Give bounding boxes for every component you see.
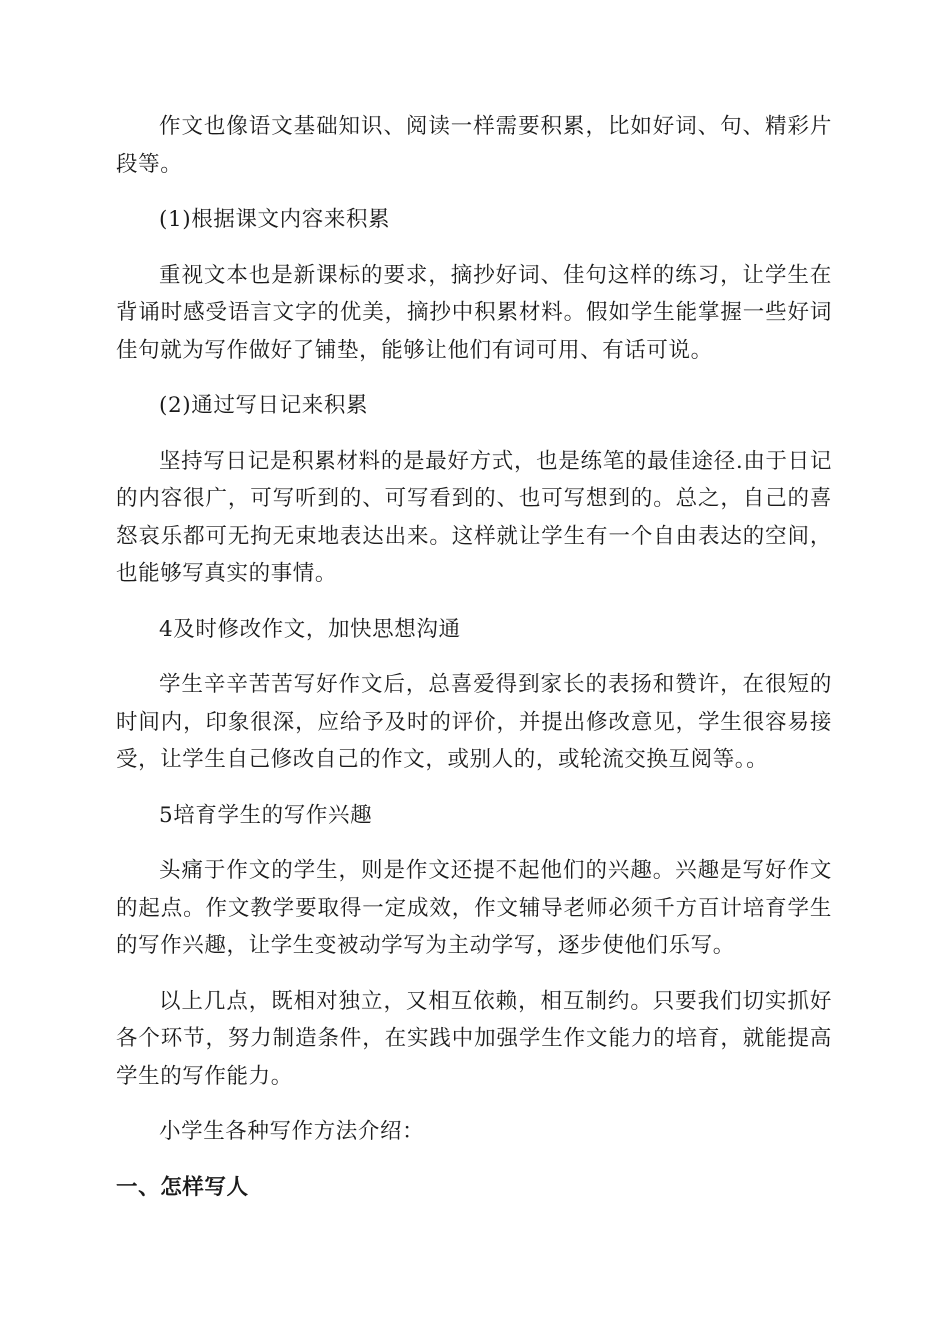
paragraph-summary: 以上几点，既相对独立，又相互依赖，相互制约。只要我们切实抓好各个环节，努力制造条件，在实践中加强学生作文能力的培育，就能提高学生的写作能力。	[116, 988, 832, 1089]
subheading-revise-essays: 4及时修改作文，加快思想沟通	[159, 616, 461, 642]
paragraph-writing-interest: 头痛于作文的学生，则是作文还提不起他们的兴趣。兴趣是写好作文的起点。作文教学要取得一定成效，作文辅导老师必须千方百计培育学生的写作兴趣，让学生变被动学写为主动学写，逐步使他们乐写。	[116, 858, 832, 958]
paragraph-diary-accumulation: 坚持写日记是积累材料的是最好方式，也是练笔的最佳途径.由于日记的内容很广，可写听到的、可写看到的、也可写想到的。总之，自己的喜怒哀乐都可无拘无束地表达出来。这样就让学生有一个自由表达的空间，也能够写真实的事情。	[116, 448, 832, 586]
section-heading-writing-people: 一、怎样写人	[116, 1174, 249, 1200]
paragraph-revise-essays: 学生辛辛苦苦写好作文后，总喜爱得到家长的表扬和赞许，在很短的时间内，印象很深，应给予及时的评价，并提出修改意见，学生很容易接受，让学生自己修改自己的作文，或别人的，或轮流交换互阅等。。	[116, 672, 832, 772]
document-body	[116, 108, 832, 1206]
subheading-textbook-accumulation: (1)根据课文内容来积累	[159, 207, 391, 232]
paragraph-methods-intro: 小学生各种写作方法介绍：	[159, 1119, 425, 1144]
paragraph-accumulation-intro: 作文也像语文基础知识、阅读一样需要积累，比如好词、句、精彩片段等。	[116, 114, 832, 177]
subheading-writing-interest: 5培育学生的写作兴趣	[159, 802, 373, 828]
subheading-diary-accumulation: (2)通过写日记来积累	[159, 393, 369, 418]
paragraph-textbook-accumulation: 重视文本也是新课标的要求，摘抄好词、佳句这样的练习，让学生在背诵时感受语言文字的优美，摘抄中积累材料。假如学生能掌握一些好词佳句就为写作做好了铺垫，能够让他们有词可用、有话可说。	[116, 262, 832, 363]
